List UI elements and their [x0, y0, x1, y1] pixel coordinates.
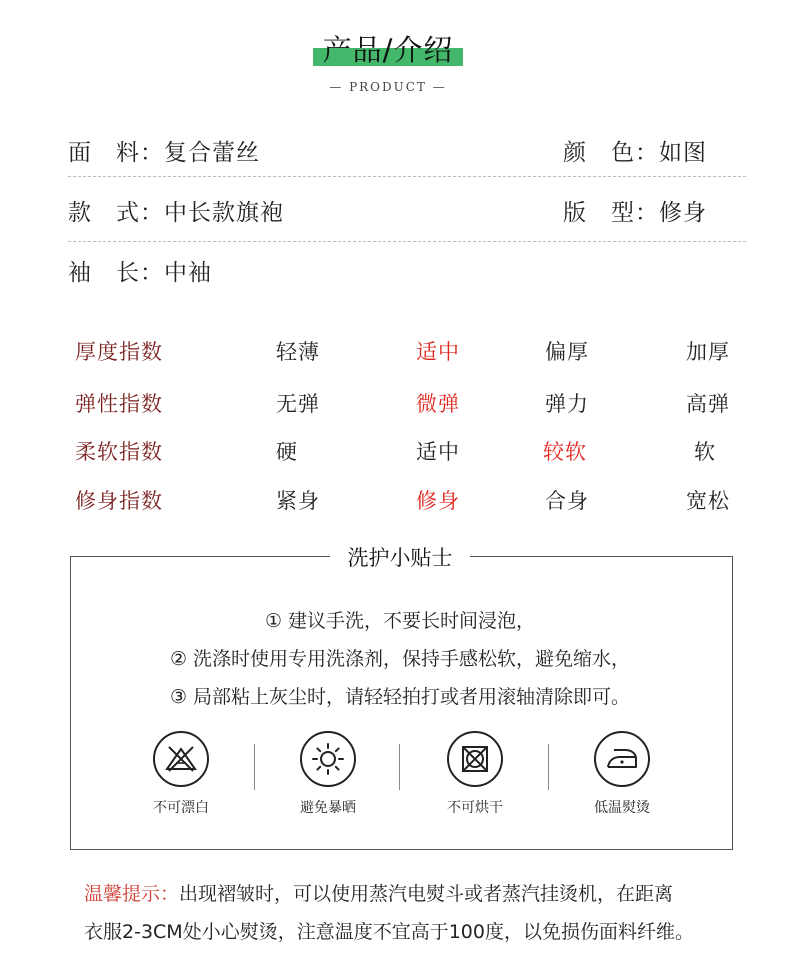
- care-icon-label: 避免暴晒: [300, 800, 356, 816]
- tip-line-2: 衣服2-3CM处小心熨烫，注意温度不宜高于100度，以免损伤面料纤维。: [84, 921, 694, 943]
- index-option: 紧身: [276, 489, 320, 513]
- page-title: 产品/介绍: [322, 33, 454, 67]
- info-fabric: 面 料：复合蕾丝: [68, 140, 260, 166]
- no-tumble-dry-icon: [447, 731, 503, 787]
- index-option: 无弹: [276, 392, 320, 416]
- icon-separator: [254, 744, 255, 790]
- care-instruction: ③ 局部粘上灰尘时，请轻轻拍打或者用滚轴清除即可。: [169, 686, 631, 708]
- info-color: 颜 色：如图: [563, 140, 707, 166]
- low-iron-icon: [594, 731, 650, 787]
- index-option: 微弹: [416, 392, 460, 416]
- index-label: 弹性指数: [75, 392, 163, 416]
- index-option: 较软: [543, 440, 587, 464]
- tip-text: 出现褶皱时，可以使用蒸汽电熨斗或者蒸汽挂烫机，在距离: [179, 883, 674, 905]
- info-sleeve: 袖 长：中袖: [68, 260, 212, 286]
- info-style: 款 式：中长款旗袍: [68, 200, 284, 226]
- no-bleach-icon: [153, 731, 209, 787]
- index-option: 宽松: [686, 489, 730, 513]
- icon-separator: [548, 744, 549, 790]
- care-title: 洗护小贴士: [347, 546, 453, 570]
- index-option: 轻薄: [276, 340, 320, 364]
- index-label: 厚度指数: [75, 340, 163, 364]
- avoid-sun-icon: [300, 731, 356, 787]
- care-icon-label: 不可漂白: [153, 800, 209, 816]
- tip-line-1: [84, 879, 673, 906]
- index-option: 偏厚: [545, 340, 589, 364]
- icon-separator: [399, 744, 400, 790]
- index-option: 高弹: [686, 392, 730, 416]
- care-icon-label: 不可烘干: [447, 800, 503, 816]
- care-icon-label: 低温熨烫: [594, 800, 650, 816]
- index-option: 适中: [416, 340, 460, 364]
- index-option: 软: [694, 440, 716, 464]
- index-label: 柔软指数: [75, 440, 163, 464]
- index-option: 加厚: [686, 340, 730, 364]
- tip-label: 温馨提示：: [84, 883, 180, 905]
- index-option: 弹力: [545, 392, 589, 416]
- page-subtitle: — PRODUCT —: [329, 80, 447, 94]
- index-option: 硬: [276, 440, 298, 464]
- index-option: 修身: [416, 489, 460, 513]
- index-option: 适中: [416, 440, 460, 464]
- info-fit: 版 型：修身: [563, 200, 707, 226]
- care-instruction: ① 建议手洗，不要长时间浸泡，: [264, 610, 536, 632]
- care-instruction: ② 洗涤时使用专用洗涤剂，保持手感松软，避免缩水，: [169, 648, 631, 670]
- index-option: 合身: [545, 489, 589, 513]
- index-label: 修身指数: [75, 489, 163, 513]
